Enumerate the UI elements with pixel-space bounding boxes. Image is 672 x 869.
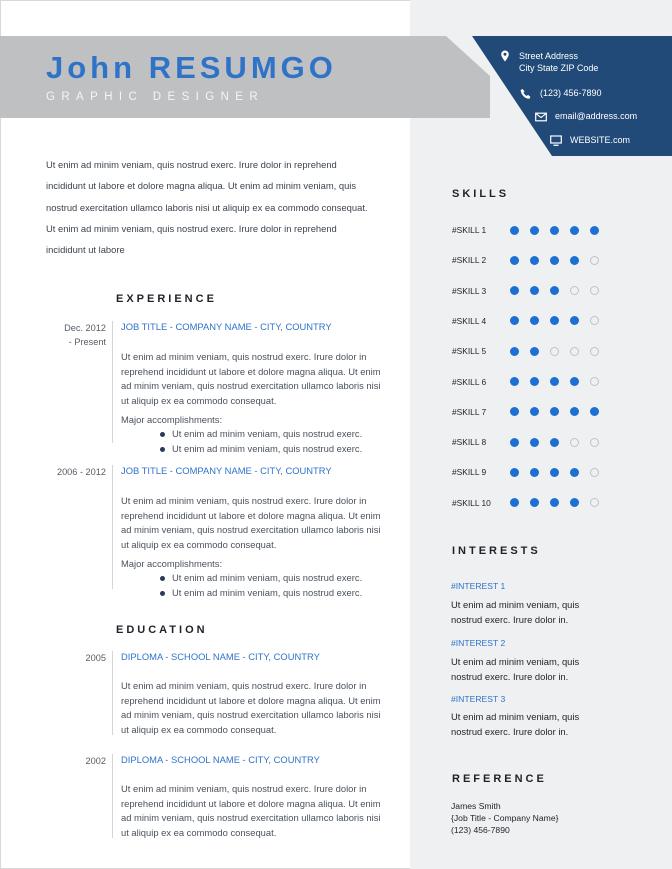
rating-dot-filled	[550, 226, 559, 235]
rating-dot-empty	[570, 438, 579, 447]
skill-row	[452, 405, 599, 419]
rating-dot-empty	[590, 438, 599, 447]
rating-dot-filled	[570, 498, 579, 507]
rating-dot-filled	[550, 377, 559, 386]
list-item: Ut enim ad minim veniam, quis nostrud exerc.	[160, 586, 362, 601]
rating-dot-empty	[570, 347, 579, 356]
skill-row	[452, 375, 599, 389]
rating-dot-filled	[510, 286, 519, 295]
interest-description: Ut enim ad minim veniam, quis nostrud exerc. Irure dolor in.	[451, 711, 580, 737]
rating-dot-filled	[570, 468, 579, 477]
rating-dot-empty	[590, 347, 599, 356]
interest-title: #INTEREST 1	[451, 581, 506, 591]
reference-name: James Smith	[451, 801, 501, 811]
list-item: Ut enim ad minim veniam, quis nostrud exerc.	[160, 571, 362, 586]
rating-dot-filled	[510, 377, 519, 386]
rating-dot-filled	[510, 468, 519, 477]
interest-title: #INTEREST 2	[451, 638, 506, 648]
address-line-2: City State ZIP Code	[519, 63, 599, 73]
contact-email	[534, 111, 637, 122]
rating-dot-filled	[550, 407, 559, 416]
rating-dot-filled	[510, 256, 519, 265]
rating-dot-empty	[590, 316, 599, 325]
skill-label: #SKILL 2	[452, 255, 487, 266]
skill-rating	[510, 377, 599, 386]
skill-rating	[510, 316, 599, 325]
education-heading: EDUCATION	[116, 624, 208, 636]
skill-rating	[510, 498, 599, 507]
timeline-rule	[112, 465, 113, 589]
rating-dot-filled	[590, 226, 599, 235]
rating-dot-filled	[590, 407, 599, 416]
entry-description: Ut enim ad minim veniam, quis nostrud exerc. Irure dolor in reprehend incididunt ut labore et dolore magna aliqua. Ut enim ad minim veniam, quis nostrud exercitation ullamco laboris nisi ut aliquip ex ea commodo consequat.	[121, 680, 381, 735]
skill-label: #SKILL 7	[452, 406, 487, 417]
skill-label: #SKILL 6	[452, 376, 487, 387]
contact-website	[549, 135, 630, 146]
full-name	[46, 50, 337, 86]
skill-label: #SKILL 1	[452, 225, 487, 235]
rating-dot-filled	[530, 407, 539, 416]
skill-row	[452, 496, 599, 510]
entry-description: Ut enim ad minim veniam, quis nostrud exerc. Irure dolor in reprehend incididunt ut labore et dolore magna aliqua. Ut enim ad minim veniam, quis nostrud exercitation ullamco laboris nisi ut aliquip ex ea commodo consequat.	[121, 495, 381, 550]
entry-title: JOB TITLE - COMPANY NAME - CITY, COUNTRY	[121, 465, 332, 476]
accomplishments-list	[160, 427, 362, 456]
skill-rating	[510, 226, 599, 235]
rating-dot-empty	[590, 377, 599, 386]
rating-dot-filled	[510, 316, 519, 325]
rating-dot-filled	[530, 256, 539, 265]
website-text[interactable]: WEBSITE.com	[570, 135, 631, 145]
skill-rating	[510, 438, 599, 447]
rating-dot-filled	[570, 316, 579, 325]
rating-dot-filled	[550, 438, 559, 447]
entry-description: Ut enim ad minim veniam, quis nostrud exerc. Irure dolor in reprehend incididunt ut labore et dolore magna aliqua. Ut enim ad minim veniam, quis nostrud exercitation ullamco laboris nisi ut aliquip ex ea commodo consequat.	[121, 783, 381, 838]
rating-dot-filled	[530, 377, 539, 386]
reference-heading: REFERENCE	[452, 773, 547, 785]
rating-dot-filled	[530, 316, 539, 325]
rating-dot-filled	[530, 286, 539, 295]
envelope-icon	[534, 111, 547, 122]
rating-dot-filled	[570, 377, 579, 386]
rating-dot-empty	[590, 256, 599, 265]
rating-dot-filled	[510, 347, 519, 356]
entry-date: Dec. 2012 - Present	[64, 323, 106, 347]
rating-dot-filled	[550, 468, 559, 477]
rating-dot-filled	[550, 286, 559, 295]
skill-label: #SKILL 9	[452, 467, 487, 478]
last-name: RESUMGO	[148, 50, 337, 85]
first-name: John	[46, 50, 137, 85]
monitor-icon	[549, 135, 562, 146]
skill-rating	[510, 256, 599, 265]
timeline-rule	[112, 321, 113, 443]
entry-date: 2006 - 2012	[56, 467, 106, 477]
contact-address	[498, 50, 598, 74]
skill-row	[452, 344, 599, 358]
entry-title: DIPLOMA - SCHOOL NAME - CITY, COUNTRY	[121, 651, 320, 662]
phone-text[interactable]: (123) 456-7890	[540, 88, 602, 98]
interest-description: Ut enim ad minim veniam, quis nostrud exerc. Irure dolor in.	[451, 656, 580, 682]
location-pin-icon	[498, 50, 511, 61]
reference-job: {Job Title - Company Name}	[451, 813, 559, 823]
timeline-rule	[112, 651, 113, 735]
accomplishments-label: Major accomplishments:	[121, 558, 223, 569]
skill-rating	[510, 286, 599, 295]
entry-description: Ut enim ad minim veniam, quis nostrud exerc. Irure dolor in reprehend incididunt ut labore et dolore magna aliqua. Ut enim ad minim veniam, quis nostrud exercitation ullamco laboris nisi ut aliquip ex ea commodo consequat.	[121, 351, 381, 406]
rating-dot-filled	[530, 347, 539, 356]
skill-rating	[510, 468, 599, 477]
rating-dot-filled	[570, 226, 579, 235]
rating-dot-empty	[590, 498, 599, 507]
skill-label: #SKILL 5	[452, 346, 487, 357]
list-item: Ut enim ad minim veniam, quis nostrud exerc.	[160, 427, 362, 442]
interest-title: #INTEREST 3	[451, 694, 506, 704]
reference-phone: (123) 456-7890	[451, 825, 510, 835]
accomplishments-list	[160, 571, 362, 600]
list-item: Ut enim ad minim veniam, quis nostrud exerc.	[160, 442, 362, 457]
skill-row	[452, 314, 599, 328]
rating-dot-empty	[550, 347, 559, 356]
skills-heading: SKILLS	[452, 188, 510, 200]
rating-dot-filled	[530, 438, 539, 447]
address-line-1: Street Address	[519, 51, 579, 61]
accomplishments-label: Major accomplishments:	[121, 414, 223, 425]
rating-dot-filled	[530, 468, 539, 477]
skill-row	[452, 284, 599, 298]
interest-description: Ut enim ad minim veniam, quis nostrud exerc. Irure dolor in.	[451, 599, 580, 625]
rating-dot-empty	[590, 468, 599, 477]
entry-title: JOB TITLE - COMPANY NAME - CITY, COUNTRY	[121, 321, 332, 332]
rating-dot-filled	[510, 226, 519, 235]
experience-heading: EXPERIENCE	[116, 293, 217, 305]
rating-dot-filled	[550, 498, 559, 507]
skill-label: #SKILL 8	[452, 437, 487, 448]
skill-row	[452, 253, 599, 267]
rating-dot-filled	[570, 407, 579, 416]
contact-phone	[519, 88, 602, 99]
rating-dot-empty	[570, 286, 579, 295]
skill-row	[452, 465, 599, 479]
skill-row	[452, 435, 599, 449]
skill-row	[452, 223, 599, 237]
rating-dot-filled	[550, 316, 559, 325]
rating-dot-filled	[510, 407, 519, 416]
skill-label: #SKILL 4	[452, 315, 487, 326]
skill-label: #SKILL 10	[452, 497, 491, 508]
rating-dot-filled	[510, 498, 519, 507]
rating-dot-filled	[550, 256, 559, 265]
job-role: GRAPHIC DESIGNER	[46, 91, 265, 103]
skill-rating	[510, 347, 599, 356]
phone-icon	[519, 88, 532, 99]
interests-heading: INTERESTS	[452, 545, 541, 557]
skill-rating	[510, 407, 599, 416]
profile-summary: Ut enim ad minim veniam, quis nostrud exerc. Irure dolor in reprehend incididunt ut labore et dolore magna aliqua. Ut enim ad minim veniam, quis nostrud exercitation ullamco laboris nisi ut aliquip ex ea commodo consequat. Ut enim ad minim veniam, quis nostrud exerc. Irure dolor in reprehend incididunt ut labore	[46, 159, 368, 256]
timeline-rule	[112, 754, 113, 838]
email-text[interactable]: email@address.com	[555, 111, 638, 121]
rating-dot-empty	[590, 286, 599, 295]
entry-date: 2002	[85, 756, 106, 766]
skill-label: #SKILL 3	[452, 285, 487, 296]
entry-title: DIPLOMA - SCHOOL NAME - CITY, COUNTRY	[121, 754, 320, 765]
rating-dot-filled	[530, 226, 539, 235]
rating-dot-filled	[530, 498, 539, 507]
rating-dot-filled	[570, 256, 579, 265]
rating-dot-filled	[510, 438, 519, 447]
entry-date: 2005	[85, 653, 106, 663]
